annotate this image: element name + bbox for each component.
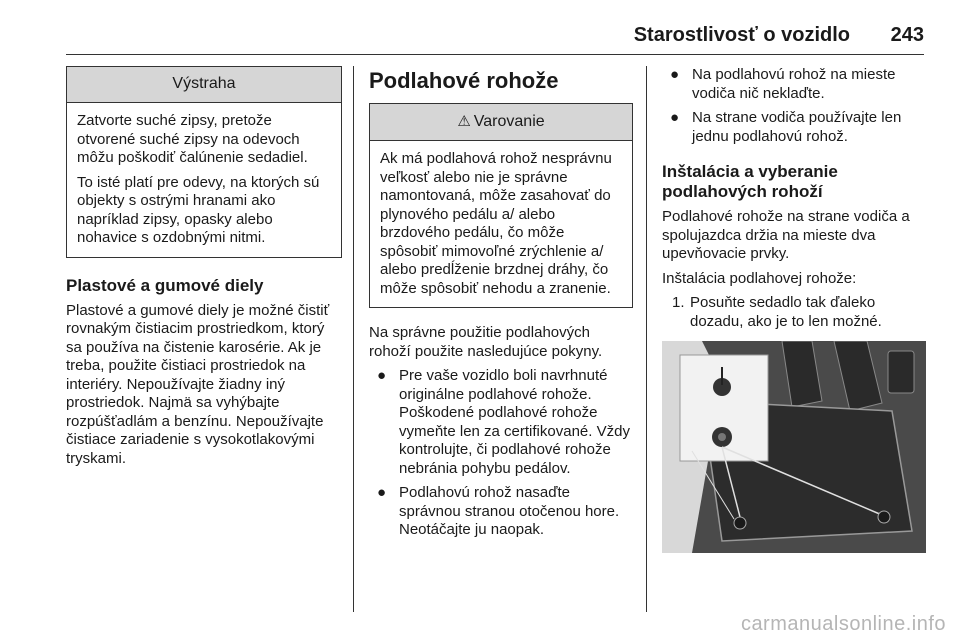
column-divider-2 [646,66,647,612]
section-text-plastic-parts: Plastové a gumové diely je možné čistiť rovnakým čistiacim prostriedkom, ktorý sa používa na čistenie karosérie. Ak je treba, použite čistiaci prostriedok na interiéry. Nepoužívajte žiadny iný prostriedok. Najmä sa vyhýbajte rozpúšťadlám a benzínu. Nepoužívajte čistiace zariadenie s vysokotlakovými tryskami. [66,301,330,467]
list-item-text: Pre vaše vozidlo boli navrhnuté originálne podlahové rohože. Poškodené podlahové rohože vymeňte len za certifikované. Vždy kontrolujte, či podlahové rohože nebránia pohybu pedálov. [399,367,630,477]
warning-box [66,66,342,258]
warning-paragraph: Zatvorte suché zipsy, pretože otvorené suché zipsy na odevoch môžu poškodiť čalúnenie sedadiel. [77,112,308,166]
column-2 [369,66,633,546]
bullet-icon: ● [670,109,680,126]
list-item-text: Na podlahovú rohož na mieste vodiča nič neklaďte. [692,66,896,102]
header-rule [66,54,924,55]
section-heading-floor-mats: Podlahové rohože [369,68,559,93]
list-item-text: Na strane vodiča používajte len jednu podlahovú rohož. [692,109,902,145]
step-number: 1. [672,294,685,311]
column-divider-1 [353,66,354,612]
warning-body [67,103,341,257]
bullet-icon: ● [670,66,680,83]
watermark: carmanualsonline.info [740,613,946,635]
list-item [662,109,926,146]
caution-box [369,103,633,308]
numbered-step [662,294,926,331]
bullet-icon: ● [377,367,387,384]
column-1 [66,66,342,474]
warning-title: Výstraha [67,67,341,103]
warning-paragraph: To isté platí pre odevy, na ktorých sú objekty s ostrými hranami ako napríklad zipsy, opasky alebo nohavice s ozdobnými nitmi. [77,173,320,246]
section-heading-installation: Inštalácia a vyberanie podlahových rohoží [662,162,838,201]
floor-mats-intro: Na správne použitie podlahových rohoží použite nasledujúce pokyny. [369,324,603,360]
step-text: Posuňte sedadlo tak ďaleko dozadu, ako je to len možné. [690,294,882,330]
section-heading-plastic-parts: Plastové a gumové diely [66,275,264,295]
caution-title: Varovanie [473,113,545,130]
list-item [369,484,633,540]
caution-text: Ak má podlahová rohož nesprávnu veľkosť alebo nie je správne namontovaná, môže zasahovať do plynového pedálu a/ alebo brzdového pedálu, čo môže spôsobiť mimovoľné zrýchlenie a/ alebo predĺženie brzdnej dráhy, čo môže spôsobiť nehodu a zranenie. [380,150,612,297]
installation-text: Podlahové rohože na strane vodiča a spolujazdca držia na mieste dva upevňovacie prvky. [662,208,910,262]
caution-header [370,104,632,141]
page-number: 243 [890,24,924,46]
list-item [662,66,926,103]
warning-triangle-icon: ⚠ [457,113,471,130]
page-header [0,14,960,54]
page-section-title: Starostlivosť o vozidlo [633,24,850,46]
list-item-text: Podlahovú rohož nasaďte správnou stranou otočenou hore. Neotáčajte ju naopak. [399,484,620,538]
list-item [369,367,633,478]
installation-label: Inštalácia podlahovej rohože: [662,269,857,287]
caution-body [370,141,632,307]
floor-mat-illustration [662,341,926,553]
floor-mat-drawing [662,341,926,553]
bullet-icon: ● [377,484,387,501]
column-3 [662,66,926,553]
